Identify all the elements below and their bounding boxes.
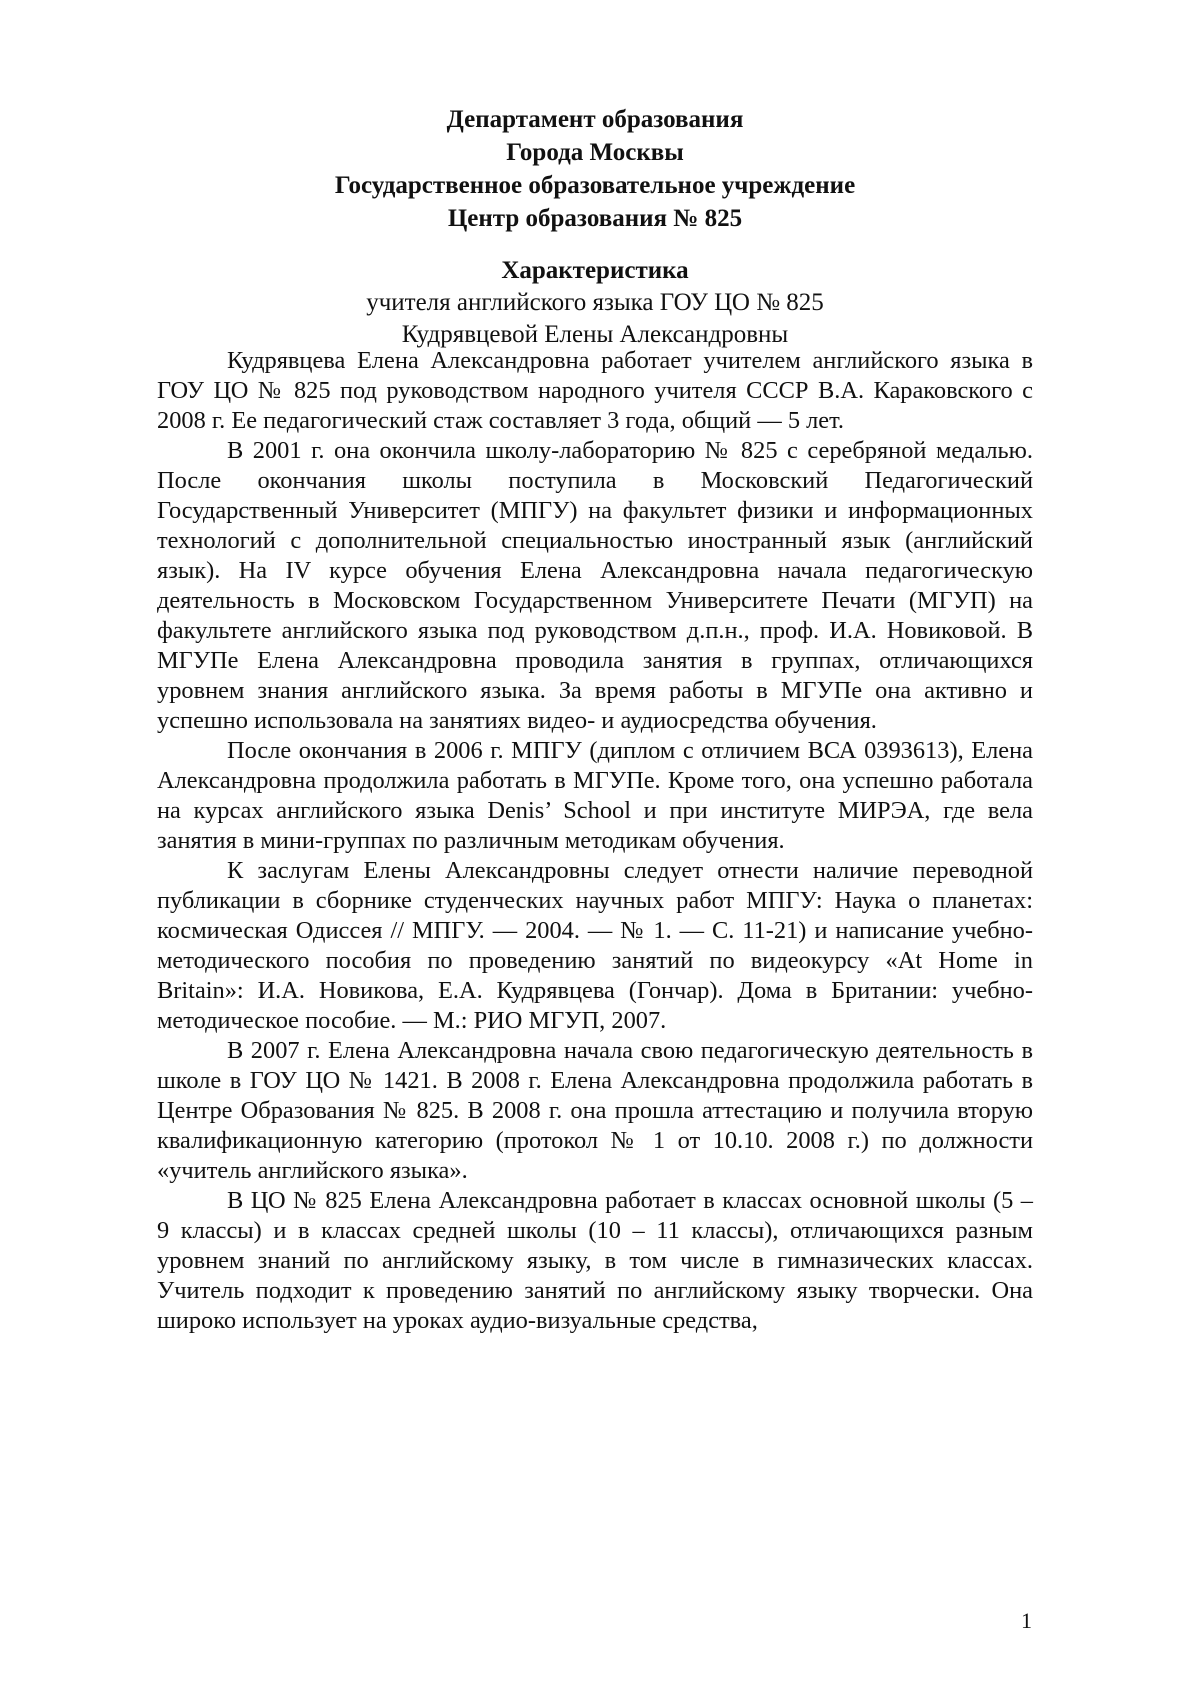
- document-body: [157, 346, 1033, 1336]
- header-institution-type: Государственное образовательное учреждение: [334, 172, 856, 199]
- header-department: Департамент образования: [446, 106, 744, 133]
- page-number: 1: [1021, 1608, 1032, 1633]
- body-paragraph: В 2007 г. Елена Александровна начала свою педагогическую деятельность в школе в ГОУ ЦО № 1421. В 2008 г. Елена Александровна продолжила работать в Центре Образования № 825. В 2008 г. она прошла аттестацию и получила вторую квалификационную категорию (протокол № 1 от 10.10. 2008 г.) по должности «учитель английского языка».: [157, 1037, 1033, 1184]
- document-title: Характеристика: [501, 257, 689, 284]
- document-header: [157, 103, 1033, 235]
- document-title-block: [157, 255, 1033, 351]
- body-paragraph: Кудрявцева Елена Александровна работает учителем английского языка в ГОУ ЦО № 825 под руководством народного учителя СССР В.А. Караковского с 2008 г. Ее педагогический стаж составляет 3 года, общий — 5 лет.: [157, 347, 1033, 434]
- header-city: Города Москвы: [506, 139, 684, 166]
- header-institution-name: Центр образования № 825: [447, 205, 743, 232]
- document-subtitle-person: Кудрявцевой Елены Александровны: [401, 321, 789, 348]
- body-paragraph: К заслугам Елены Александровны следует отнести наличие переводной публикации в сборнике студенческих научных работ МПГУ: Наука о планетах: космическая Одиссея // МПГУ. — 2004. — № 1. — С. 11-21) и написание учебно-методического пособия по проведению занятий по видеокурсу «At Home in Britain»: И.А. Новикова, Е.А. Кудрявцева (Гончар). Дома в Британии: учебно-методическое пособие. — М.: РИО МГУП, 2007.: [157, 857, 1033, 1034]
- body-paragraph: В ЦО № 825 Елена Александровна работает в классах основной школы (5 – 9 классы) и в классах средней школы (10 – 11 классы), отличающихся разным уровнем знаний по английскому языку, в том числе в гимназических классах. Учитель подходит к проведению занятий по английскому языку творчески. Она широко использует на уроках аудио-визуальные средства,: [157, 1187, 1033, 1334]
- body-paragraph: После окончания в 2006 г. МПГУ (диплом с отличием ВСА 0393613), Елена Александровна продолжила работать в МГУПе. Кроме того, она успешно работала на курсах английского языка Denis’ School и при институте МИРЭА, где вела занятия в мини-группах по различным методикам обучения.: [157, 737, 1033, 854]
- document-subtitle-position: учителя английского языка ГОУ ЦО № 825: [366, 289, 824, 316]
- body-paragraph: В 2001 г. она окончила школу-лабораторию № 825 с серебряной медалью. После окончания школы поступила в Московский Педагогический Государственный Университет (МПГУ) на факультет физики и информационных технологий с дополнительной специальностью иностранный язык (английский язык). На IV курсе обучения Елена Александровна начала педагогическую деятельность в Московском Государственном Университете Печати (МГУП) на факультете английского языка под руководством д.п.н., проф. И.А. Новиковой. В МГУПе Елена Александровна проводила занятия в группах, отличающихся уровнем знания английского языка. За время работы в МГУПе она активно и успешно использовала на занятиях видео- и аудиосредства обучения.: [157, 437, 1033, 734]
